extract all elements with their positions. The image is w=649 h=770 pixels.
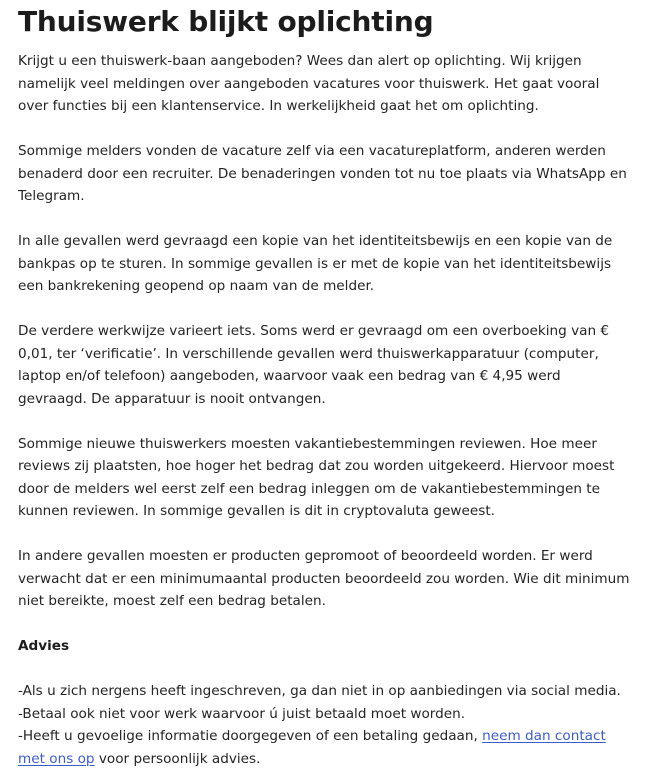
advice-line-contact-before: -Heeft u gevoelige informatie doorgegeven of een betaling gedaan, — [18, 728, 483, 744]
advice-line-contact-after: voor persoonlijk advies. — [94, 750, 261, 767]
paragraph-recruitment: Sommige melders vonden de vacature zelf via een vacatureplatform, anderen werden benaderd door een recruiter. De benaderingen vonden tot nu toe plaats via WhatsApp en Telegram. — [18, 143, 627, 204]
advice-heading: Advies — [18, 638, 70, 654]
page-title: Thuiswerk blijkt oplichting — [18, 5, 434, 38]
advice-line-social-media: -Als u zich nergens heeft ingeschreven, ga dan niet in op aanbiedingen via social media. — [18, 683, 621, 699]
paragraph-method: De verdere werkwijze varieert iets. Soms werd er gevraagd om een overboeking van € 0,01, ter ‘verificatie’. In verschillende gevallen werd thuiswerkapparatuur (computer, laptop en/of telefoon) aangeboden, waarvoor vaak een bedrag van € 4,95 werd gevraagd. De apparatuur is nooit ontvangen. — [18, 323, 610, 407]
article-body — [18, 50, 631, 770]
paragraph-identity: In alle gevallen werd gevraagd een kopie van het identiteitsbewijs en een kopie van de bankpas op te sturen. In sommige gevallen is er met de kopie van het identiteitsbewijs een bankrekening geopend op naam van de melder. — [18, 233, 613, 294]
paragraph-reviews: Sommige nieuwe thuiswerkers moesten vakantiebestemmingen reviewen. Hoe meer reviews zij plaatsten, hoe hoger het bedrag dat zou worden uitgekeerd. Hiervoor moest door de melders wel eerst zelf een bedrag inleggen om de vakantiebestemmingen te kunnen reviewen. In sommige gevallen is dit in cryptovaluta geweest. — [18, 435, 615, 519]
paragraph-intro: Krijgt u een thuiswerk-baan aangeboden? Wees dan alert op oplichting. Wij krijgen namelijk veel meldingen over aangeboden vacatures voor thuiswerk. Het gaat vooral over functies bij een klantenservice. In werkelijkheid gaat het om oplichting. — [18, 53, 600, 114]
paragraph-products: In andere gevallen moesten er producten gepromoot of beoordeeld worden. Er werd verwacht dat er een minimumaantal producten beoordeeld zou worden. Wie dit minimum niet bereikte, moest zelf een bedrag betalen. — [18, 548, 630, 609]
contact-link[interactable]: neem dan contact met ons op — [18, 728, 606, 767]
advice-list — [18, 680, 631, 770]
advice-line-payment: -Betaal ook niet voor werk waarvoor ú juist betaald moet worden. — [18, 705, 466, 722]
advice-line-contact — [18, 725, 631, 770]
